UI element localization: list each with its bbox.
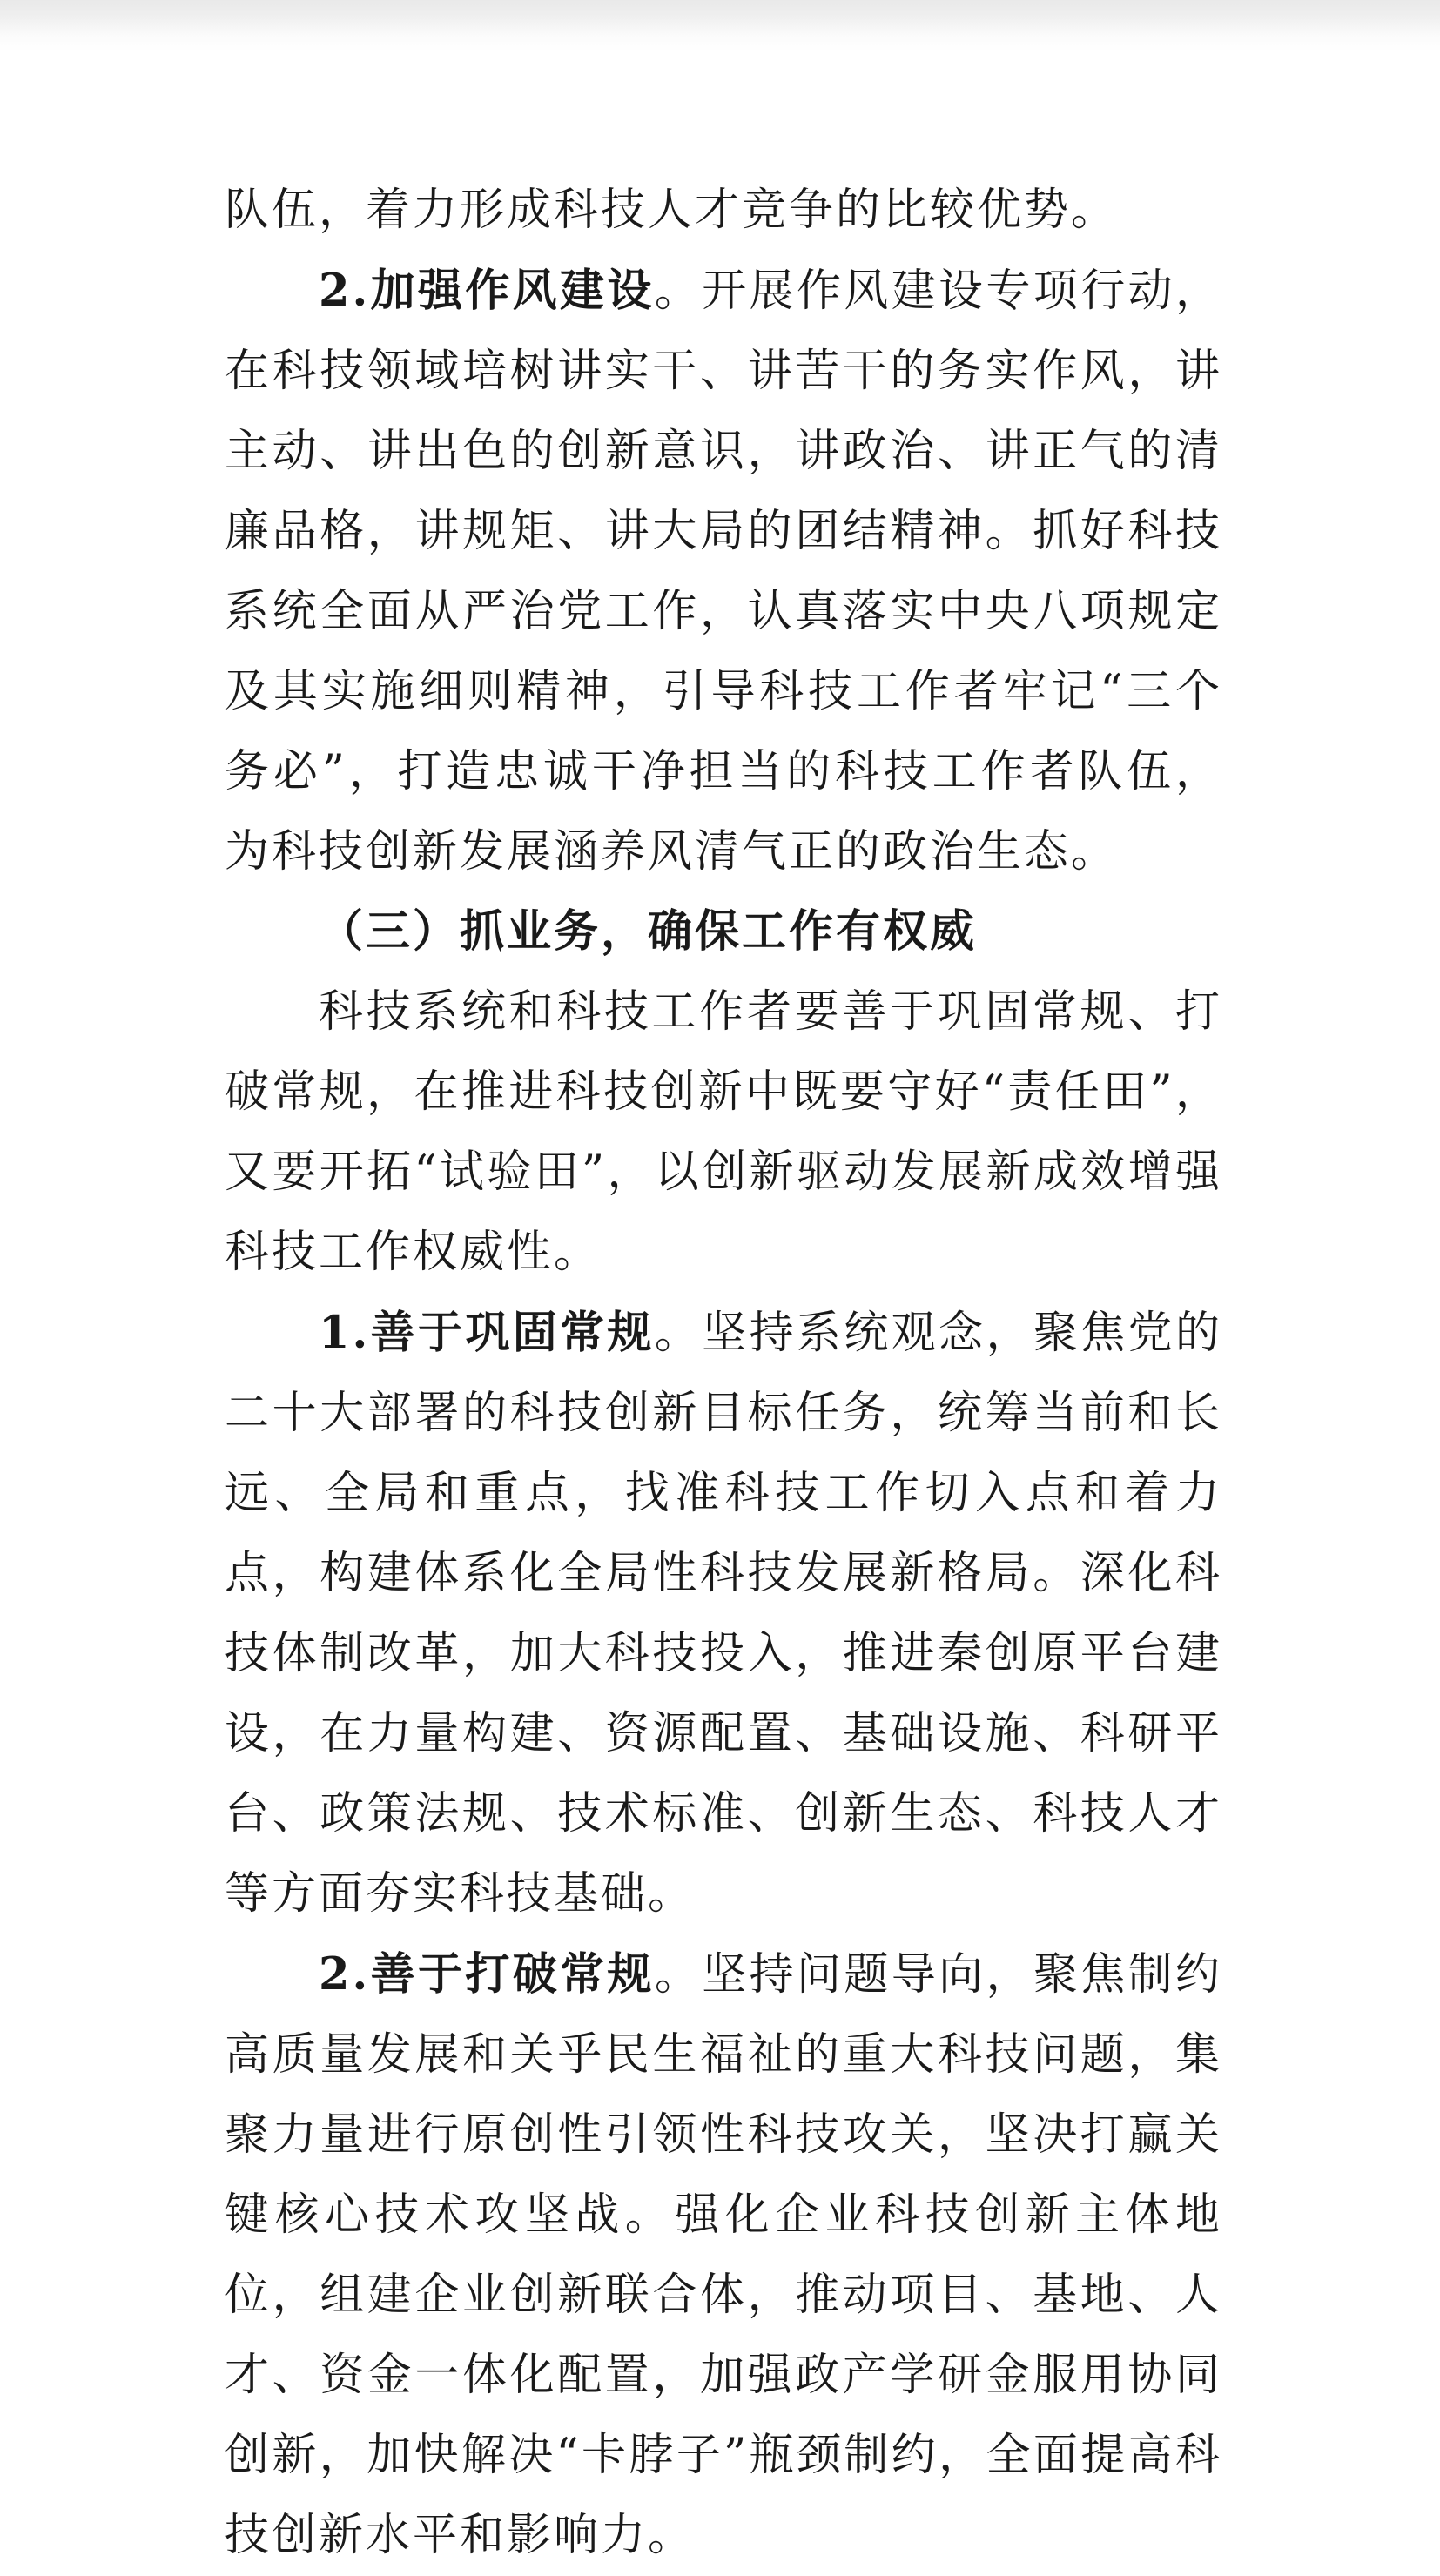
paragraph-style-building: 2.加强作风建设。开展作风建设专项行动，在科技领域培树讲实干、讲苦干的务实作风，讲主动、讲出色的创新意识，讲政治、讲正气的清廉品格，讲规矩、讲大局的团结精神。抓好科技系统全面从严治党工作，认真落实中央八项规定及其实施细则精神，引导科技工作者牢记“三个务必”，打造忠诚干净担当的科技工作者队伍，为科技创新发展涵养风清气正的政治生态。	[225, 265, 1222, 878]
paragraph-lead: 2.善于打破常规	[319, 1948, 655, 2001]
paragraph-intro: 科技系统和科技工作者要善于巩固常规、打破常规，在推进科技创新中既要守好“责任田”，又要开拓“试验田”，以创新驱动发展新成效增强科技工作权威性。	[225, 986, 1222, 1278]
section-heading: （三）抓业务，确保工作有权威	[319, 906, 978, 958]
document-body	[225, 171, 1222, 2576]
paragraph-lead: 1.善于巩固常规	[319, 1307, 655, 1359]
paragraph-consolidate: 1.善于巩固常规。坚持系统观念，聚焦党的二十大部署的科技创新目标任务，统筹当前和长远、全局和重点，找准科技工作切入点和着力点，构建体系化全局性科技发展新格局。深化科技体制改革，加大科技投入，推进秦创原平台建设，在力量构建、资源配置、基础设施、科研平台、政策法规、技术标准、创新生态、科技人才等方面夯实科技基础。	[225, 1307, 1222, 1920]
paragraph-break-convention: 2.善于打破常规。坚持问题导向，聚焦制约高质量发展和关乎民生福祉的重大科技问题，集聚力量进行原创性引领性科技攻关，坚决打赢关键核心技术攻坚战。强化企业科技创新主体地位，组建企业创新联合体，推动项目、基地、人才、资金一体化配置，加强政产学研金服用协同创新，加快解决“卡脖子”瓶颈制约，全面提高科技创新水平和影响力。	[225, 1948, 1222, 2561]
paragraph-lead: 2.加强作风建设	[319, 265, 655, 317]
paragraph-continuation: 队伍，着力形成科技人才竞争的比较优势。	[225, 185, 1119, 236]
scan-shadow	[0, 0, 1440, 35]
